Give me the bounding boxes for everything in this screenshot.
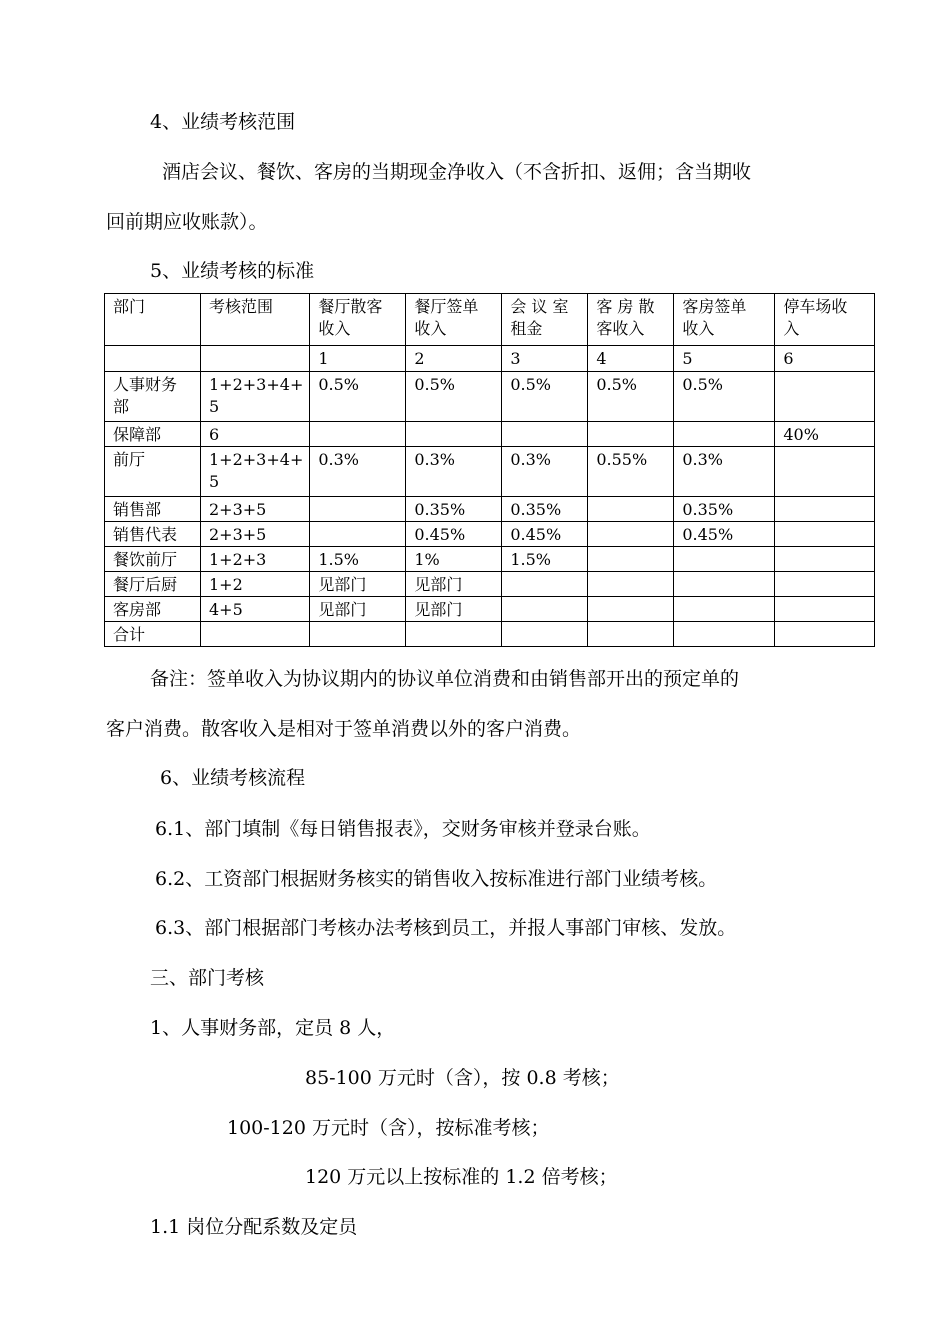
section4-body-line1: 酒店会议、餐饮、客房的当期现金净收入（不含折扣、返佣；含当期收: [162, 161, 752, 183]
rate-cell: [588, 572, 674, 597]
scope-cell: [201, 572, 310, 597]
dept-cell: [105, 372, 201, 422]
note-line1: 备注：签单收入为协议期内的协议单位消费和由销售部开出的预定单的: [150, 668, 740, 690]
scope-cell: [201, 597, 310, 622]
rate-cell: 0.35%: [502, 497, 588, 522]
cell-text: 5: [209, 472, 220, 491]
cell-text: 收入: [318, 319, 351, 338]
table-header-row: [105, 294, 875, 346]
cell-text: 客房签单: [682, 297, 747, 316]
cell-text: 前厅: [113, 450, 146, 469]
table-row: [105, 597, 875, 622]
rate-cell: 见部门: [406, 572, 502, 597]
rate-cell: [674, 622, 775, 647]
rate-cell: [674, 597, 775, 622]
table-row: [105, 497, 875, 522]
table-index-cell: 4: [588, 346, 674, 372]
rate-cell: 0.45%: [502, 522, 588, 547]
cell-text: 入: [783, 319, 800, 338]
cell-text: 餐厅后厨: [113, 575, 178, 594]
table-header-cell: [406, 294, 502, 346]
table-index-cell: [105, 346, 201, 372]
section4-body-line2: 回前期应收账款）。: [106, 211, 268, 233]
part3-title: 三、部门考核: [150, 967, 265, 989]
table-row: [105, 422, 875, 447]
rate-cell: [310, 422, 406, 447]
rate-cell: 0.5%: [310, 372, 406, 422]
dept-cell: [105, 597, 201, 622]
part3-sub1: 1.1 岗位分配系数及定员: [150, 1216, 358, 1238]
dept-cell: [105, 522, 201, 547]
section4-title: 4、业绩考核范围: [150, 111, 296, 133]
table-row: [105, 522, 875, 547]
rate-cell: [310, 622, 406, 647]
rate-cell: 0.3%: [310, 447, 406, 497]
rate-cell: [588, 422, 674, 447]
cell-text: 考核范围: [209, 297, 274, 316]
cell-text: 1+2+3: [209, 550, 267, 569]
rate-cell: 40%: [775, 422, 875, 447]
rate-cell: 0.45%: [406, 522, 502, 547]
cell-text: 餐厅签单: [414, 297, 479, 316]
table-row: [105, 447, 875, 497]
rate-cell: [502, 597, 588, 622]
part3-rule2: 100-120 万元时（含），按标准考核；: [227, 1117, 550, 1139]
rate-cell: 1.5%: [310, 547, 406, 572]
scope-cell: [201, 622, 310, 647]
rate-cell: 0.35%: [406, 497, 502, 522]
cell-text: 销售部: [113, 500, 162, 519]
rate-cell: [674, 422, 775, 447]
cell-text: 1+2+3+4+: [209, 450, 304, 469]
rate-cell: 1%: [406, 547, 502, 572]
rate-cell: [588, 547, 674, 572]
cell-text: 停车场收: [783, 297, 848, 316]
performance-standard-table: [104, 293, 875, 647]
cell-text: 部: [113, 397, 130, 416]
cell-text: 会 议 室: [510, 297, 569, 316]
table-index-cell: 3: [502, 346, 588, 372]
scope-cell: [201, 497, 310, 522]
rate-cell: 0.45%: [674, 522, 775, 547]
table-header-cell: [588, 294, 674, 346]
cell-text: 部门: [113, 297, 146, 316]
rate-cell: 见部门: [406, 597, 502, 622]
rate-cell: [406, 622, 502, 647]
rate-cell: [310, 497, 406, 522]
rate-cell: 见部门: [310, 597, 406, 622]
table-header-cell: [310, 294, 406, 346]
rate-cell: 0.5%: [406, 372, 502, 422]
rate-cell: 0.55%: [588, 447, 674, 497]
cell-text: 收入: [682, 319, 715, 338]
table-index-cell: 1: [310, 346, 406, 372]
rate-cell: [588, 522, 674, 547]
cell-text: 2+3+5: [209, 525, 267, 544]
cell-text: 租金: [510, 319, 543, 338]
cell-text: 1+2: [209, 575, 243, 594]
section6-step2: 6.2、工资部门根据财务核实的销售收入按标准进行部门业绩考核。: [155, 868, 718, 890]
dept-cell: [105, 422, 201, 447]
part3-item1: 1、人事财务部，定员 8 人，: [150, 1017, 396, 1039]
rate-cell: 0.5%: [502, 372, 588, 422]
cell-text: 5: [209, 397, 220, 416]
rate-cell: 0.5%: [588, 372, 674, 422]
cell-text: 收入: [414, 319, 447, 338]
rate-cell: 见部门: [310, 572, 406, 597]
table-header-cell: [775, 294, 875, 346]
rate-cell: [775, 522, 875, 547]
rate-cell: 0.35%: [674, 497, 775, 522]
cell-text: 餐饮前厅: [113, 550, 178, 569]
table-header-cell: [201, 294, 310, 346]
rate-cell: 0.5%: [674, 372, 775, 422]
table-header-cell: [105, 294, 201, 346]
rate-cell: [775, 572, 875, 597]
dept-cell: [105, 622, 201, 647]
cell-text: 6: [209, 425, 220, 444]
table-row: [105, 622, 875, 647]
table-header-cell: [502, 294, 588, 346]
table-row: [105, 572, 875, 597]
cell-text: 2+3+5: [209, 500, 267, 519]
table-header-cell: [674, 294, 775, 346]
section6-title: 6、业绩考核流程: [160, 767, 306, 789]
part3-rule1: 85-100 万元时（含），按 0.8 考核；: [305, 1067, 620, 1089]
cell-text: 客收入: [596, 319, 645, 338]
scope-cell: [201, 522, 310, 547]
cell-text: 客 房 散: [596, 297, 655, 316]
rate-cell: 1.5%: [502, 547, 588, 572]
rate-cell: [502, 422, 588, 447]
rate-cell: [406, 422, 502, 447]
section6-step1: 6.1、部门填制《每日销售报表》，交财务审核并登录台账。: [155, 818, 651, 840]
table-index-cell: 6: [775, 346, 875, 372]
cell-text: 人事财务: [113, 375, 178, 394]
table-index-row: [105, 346, 875, 372]
rate-cell: [775, 497, 875, 522]
rate-cell: 0.3%: [674, 447, 775, 497]
cell-text: 客房部: [113, 600, 162, 619]
table-index-cell: 2: [406, 346, 502, 372]
note-line2: 客户消费。散客收入是相对于签单消费以外的客户消费。: [106, 718, 582, 740]
table-index-cell: 5: [674, 346, 775, 372]
rate-cell: [310, 522, 406, 547]
section6-step3: 6.3、部门根据部门考核办法考核到员工，并报人事部门审核、发放。: [155, 917, 737, 939]
rate-cell: [588, 622, 674, 647]
rate-cell: [674, 547, 775, 572]
rate-cell: [775, 597, 875, 622]
rate-cell: 0.3%: [406, 447, 502, 497]
section5-title: 5、业绩考核的标准: [150, 260, 315, 282]
scope-cell: [201, 547, 310, 572]
cell-text: 1+2+3+4+: [209, 375, 304, 394]
dept-cell: [105, 447, 201, 497]
rate-cell: 0.3%: [502, 447, 588, 497]
dept-cell: [105, 547, 201, 572]
cell-text: 销售代表: [113, 525, 178, 544]
dept-cell: [105, 572, 201, 597]
rate-cell: [502, 622, 588, 647]
cell-text: 餐厅散客: [318, 297, 383, 316]
rate-cell: [775, 622, 875, 647]
dept-cell: [105, 497, 201, 522]
table-row: [105, 547, 875, 572]
rate-cell: [674, 572, 775, 597]
cell-text: 保障部: [113, 425, 162, 444]
cell-text: 合计: [113, 625, 146, 644]
scope-cell: [201, 447, 310, 497]
rate-cell: [588, 497, 674, 522]
rate-cell: [775, 447, 875, 497]
part3-rule3: 120 万元以上按标准的 1.2 倍考核；: [305, 1166, 618, 1188]
cell-text: 4+5: [209, 600, 243, 619]
rate-cell: [775, 372, 875, 422]
rate-cell: [588, 597, 674, 622]
scope-cell: [201, 372, 310, 422]
rate-cell: [775, 547, 875, 572]
rate-cell: [502, 572, 588, 597]
scope-cell: [201, 422, 310, 447]
table-index-cell: [201, 346, 310, 372]
table-row: [105, 372, 875, 422]
